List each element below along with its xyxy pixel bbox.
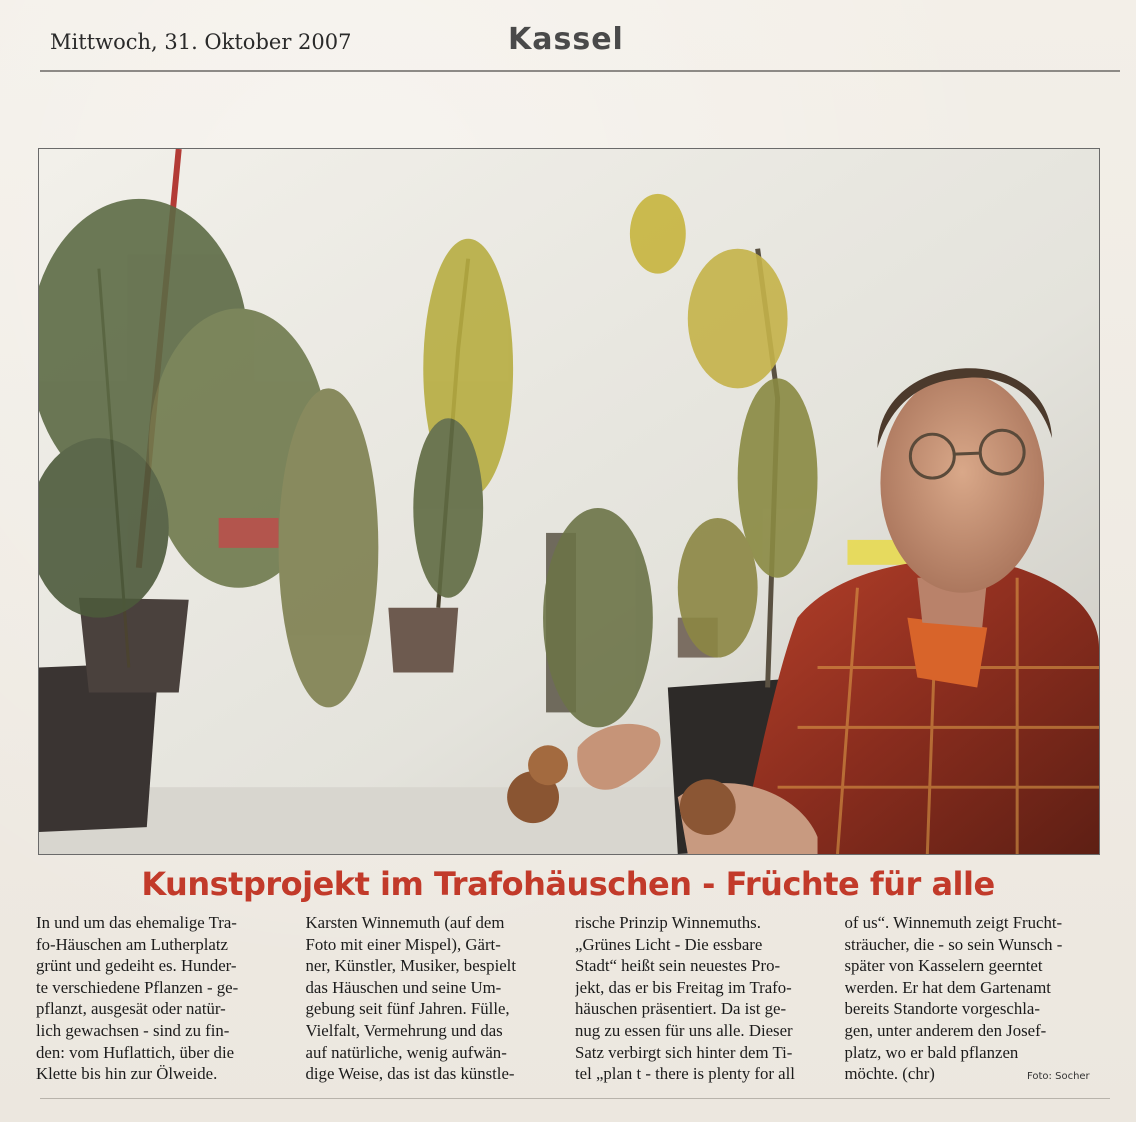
text-line: In und um das ehemalige Tra- xyxy=(36,913,237,932)
text-line: gen, unter anderem den Josef- xyxy=(844,1020,1047,1040)
text-line: später von Kasselern geerntet xyxy=(844,956,1043,976)
text-line: möchte. (chr) xyxy=(844,1064,935,1084)
text-line: dige Weise, das ist das künstle- xyxy=(305,1064,515,1084)
article-column-4 xyxy=(845,912,1103,1087)
article-body xyxy=(36,912,1102,1087)
text-line: Vielfalt, Vermehrung und das xyxy=(305,1020,503,1040)
text-line: Stadt“ heißt sein neuestes Pro- xyxy=(575,956,781,976)
article-column-3 xyxy=(575,912,833,1087)
text-line: Karsten Winnemuth (auf dem xyxy=(305,913,505,932)
header-divider xyxy=(40,70,1120,72)
text-line: sträucher, die - so sein Wunsch - xyxy=(844,934,1063,954)
text-line: das Häuschen und seine Um- xyxy=(305,977,502,997)
article-photo xyxy=(38,148,1100,855)
text-line: lich gewachsen - sind zu fin- xyxy=(36,1020,230,1040)
issue-date: Mittwoch, 31. Oktober 2007 xyxy=(50,30,352,54)
section-title: Kassel xyxy=(508,22,624,57)
text-line: jekt, das er bis Freitag im Trafo- xyxy=(575,977,792,997)
text-line: tel „plan t - there is plenty for all xyxy=(575,1064,795,1084)
text-line: Foto mit einer Mispel), Gärt- xyxy=(305,934,501,954)
text-line: grünt und gedeiht es. Hunder- xyxy=(36,956,237,976)
photo-illustration xyxy=(39,149,1099,854)
text-line: fo-Häuschen am Lutherplatz xyxy=(36,934,228,954)
text-line: „Grünes Licht - Die essbare xyxy=(575,934,763,954)
photo-credit: Foto: Socher xyxy=(1027,1071,1090,1082)
article-headline: Kunstprojekt im Trafohäuschen - Früchte für alle xyxy=(141,865,995,903)
bottom-divider xyxy=(40,1098,1110,1099)
text-line: gebung seit fünf Jahren. Fülle, xyxy=(305,999,510,1019)
article-column-1 xyxy=(36,912,294,1087)
text-line: ner, Künstler, Musiker, bespielt xyxy=(305,956,517,976)
text-line: Klette bis hin zur Ölweide. xyxy=(36,1064,218,1084)
text-line: bereits Standorte vorgeschla- xyxy=(844,999,1040,1019)
text-line: den: vom Huflattich, über die xyxy=(36,1042,235,1062)
text-line: werden. Er hat dem Gartenamt xyxy=(844,977,1051,997)
text-line: häuschen präsentiert. Da ist ge- xyxy=(575,999,787,1019)
text-line: platz, wo er bald pflanzen xyxy=(844,1042,1019,1062)
text-line: of us“. Winnemuth zeigt Frucht- xyxy=(844,913,1063,932)
article-column-2 xyxy=(306,912,564,1087)
text-line: nug zu essen für uns alle. Dieser xyxy=(575,1020,793,1040)
text-line: pflanzt, ausgesät oder natür- xyxy=(36,999,226,1019)
text-line: rische Prinzip Winnemuths. xyxy=(575,913,761,932)
text-line: auf natürliche, wenig aufwän- xyxy=(305,1042,507,1062)
text-line: te verschiedene Pflanzen - ge- xyxy=(36,977,239,997)
text-line: Satz verbirgt sich hinter dem Ti- xyxy=(575,1042,793,1062)
